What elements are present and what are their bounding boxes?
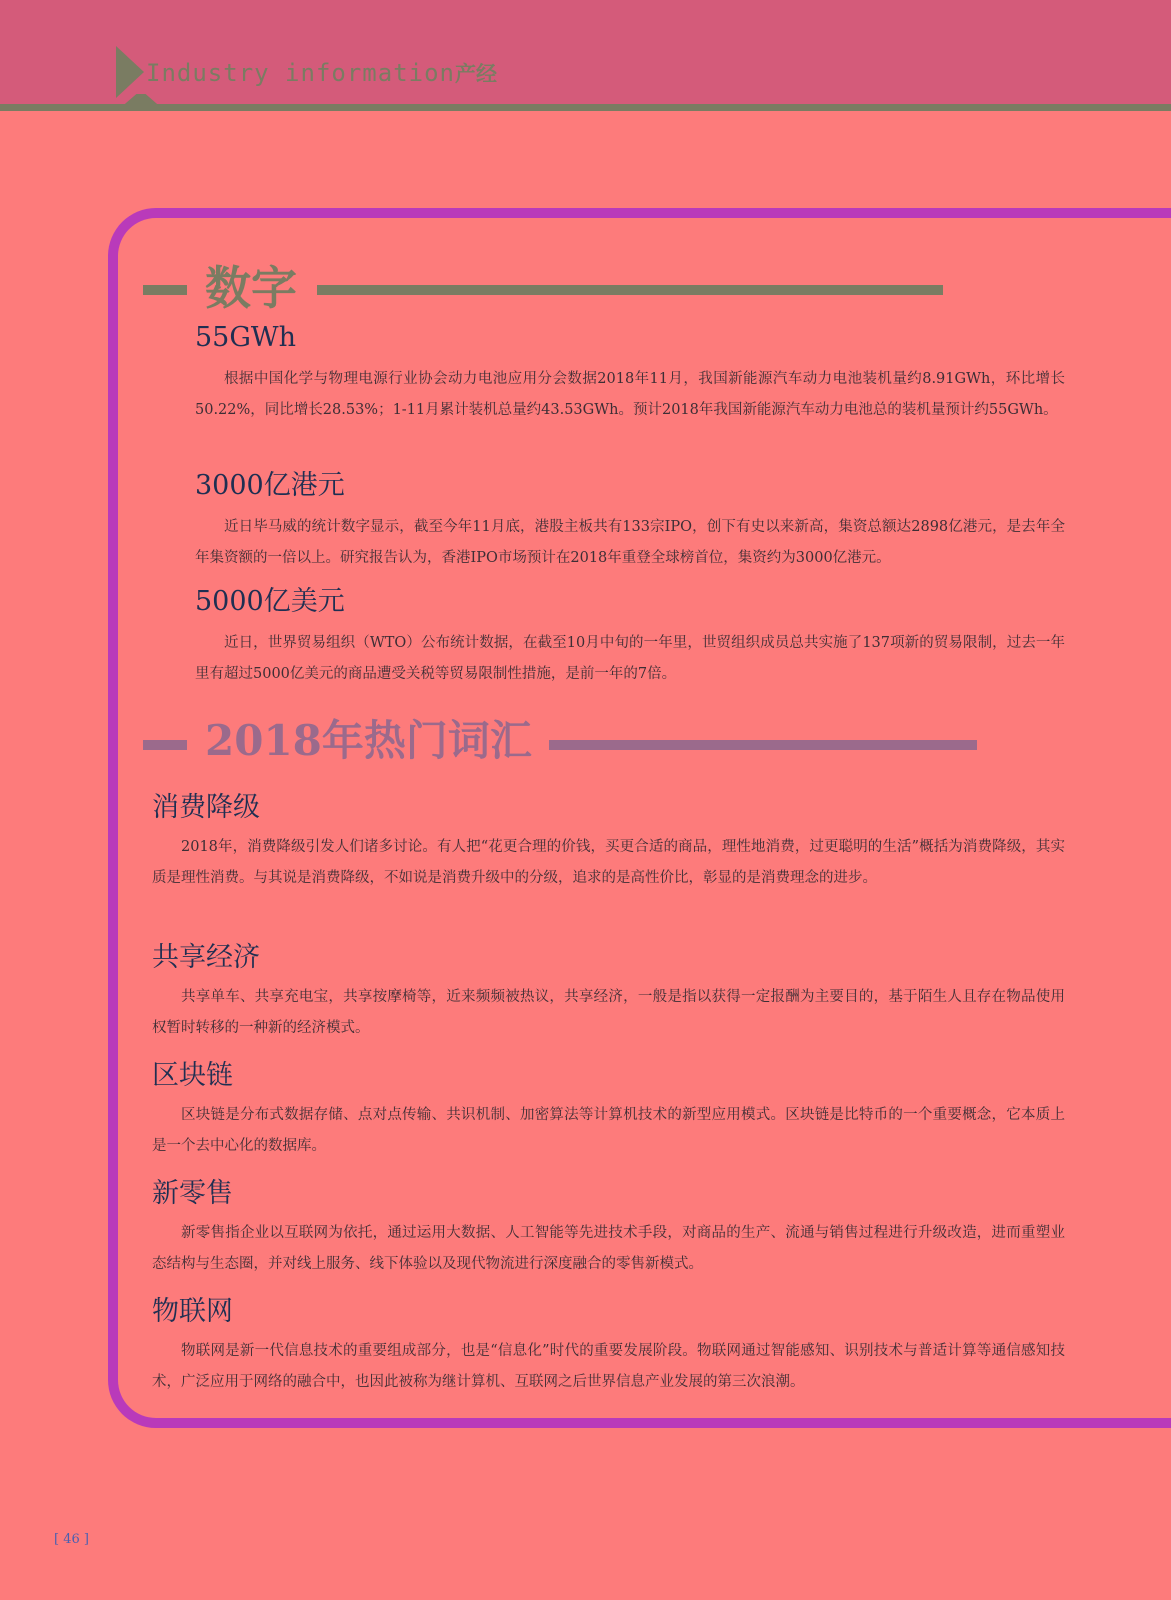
word-item-text: 共享单车、共享充电宝，共享按摩椅等，近来频频被热议，共享经济，一般是指以获得一定报酬为主要目的，基于陌生人且存在物品使用权暂时转移的一种新的经济模式。 <box>152 989 1065 1036</box>
number-item-heading: 3000亿港元 <box>195 470 345 501</box>
header-rule <box>0 104 1171 111</box>
number-item-3 <box>195 584 1065 690</box>
word-item-text: 区块链是分布式数据存储、点对点传输、共识机制、加密算法等计算机技术的新型应用模式。区块链是比特币的一个重要概念，它本质上是一个去中心化的数据库。 <box>152 1107 1065 1154</box>
header-title-cn: 产经 <box>454 62 497 86</box>
word-item-heading: 区块链 <box>152 1060 233 1091</box>
header-title <box>146 58 497 88</box>
word-item-heading: 新零售 <box>152 1178 233 1209</box>
word-item-4 <box>152 1176 1065 1280</box>
number-item-text: 近日，世界贸易组织（WTO）公布统计数据，在截至10月中旬的一年里，世贸组织成员总共实施了137项新的贸易限制，过去一年里有超过5000亿美元的商品遭受关税等贸易限制性措施，是前一年的7倍。 <box>195 635 1065 682</box>
header-band <box>0 0 1171 104</box>
header-title-en: Industry information <box>146 59 455 87</box>
word-item-1 <box>152 790 1065 894</box>
heading-bar-right <box>549 740 977 750</box>
header-triangle-icon <box>116 46 144 98</box>
numbers-section-title: 数字 <box>205 261 297 315</box>
number-item-1 <box>195 320 1065 426</box>
heading-bar-left <box>143 740 187 750</box>
word-item-heading: 物联网 <box>152 1296 233 1327</box>
heading-bar-right <box>317 285 943 295</box>
number-item-heading: 55GWh <box>195 322 297 353</box>
word-item-heading: 共享经济 <box>152 942 260 973</box>
words-section-title: 2018年热门词汇 <box>205 716 532 765</box>
number-item-text: 根据中国化学与物理电源行业协会动力电池应用分会数据2018年11月，我国新能源汽车动力电池装机量约8.91GWh，环比增长50.22%，同比增长28.53%；1-11月累计装机总量约43.53GWh。预计2018年我国新能源汽车动力电池总的装机量预计约55GWh。 <box>195 371 1065 418</box>
word-item-3 <box>152 1058 1065 1162</box>
heading-bar-left <box>143 285 187 295</box>
word-item-text: 新零售指企业以互联网为依托，通过运用大数据、人工智能等先进技术手段，对商品的生产、流通与销售过程进行升级改造，进而重塑业态结构与生态圈，并对线上服务、线下体验以及现代物流进行深度融合的零售新模式。 <box>152 1225 1065 1272</box>
word-item-heading: 消费降级 <box>152 792 260 823</box>
page-number: [ 46 ] <box>54 1532 89 1547</box>
number-item-text: 近日毕马威的统计数字显示，截至今年11月底，港股主板共有133宗IPO，创下有史以来新高，集资总额达2898亿港元，是去年全年集资额的一倍以上。研究报告认为，香港IPO市场预计在2018年重登全球榜首位，集资约为3000亿港元。 <box>195 519 1065 566</box>
word-item-text: 2018年，消费降级引发人们诸多讨论。有人把“花更合理的价钱，买更合适的商品，理性地消费，过更聪明的生活”概括为消费降级，其实质是理性消费。与其说是消费降级，不如说是消费升级中的分级，追求的是高性价比，彰显的是消费理念的进步。 <box>152 839 1065 886</box>
word-item-text: 物联网是新一代信息技术的重要组成部分，也是“信息化”时代的重要发展阶段。物联网通过智能感知、识别技术与普适计算等通信感知技术，广泛应用于网络的融合中，也因此被称为继计算机、互联网之后世界信息产业发展的第三次浪潮。 <box>152 1343 1065 1390</box>
number-item-2 <box>195 468 1065 574</box>
number-item-heading: 5000亿美元 <box>195 586 345 617</box>
word-item-5 <box>152 1294 1065 1398</box>
word-item-2 <box>152 940 1065 1044</box>
